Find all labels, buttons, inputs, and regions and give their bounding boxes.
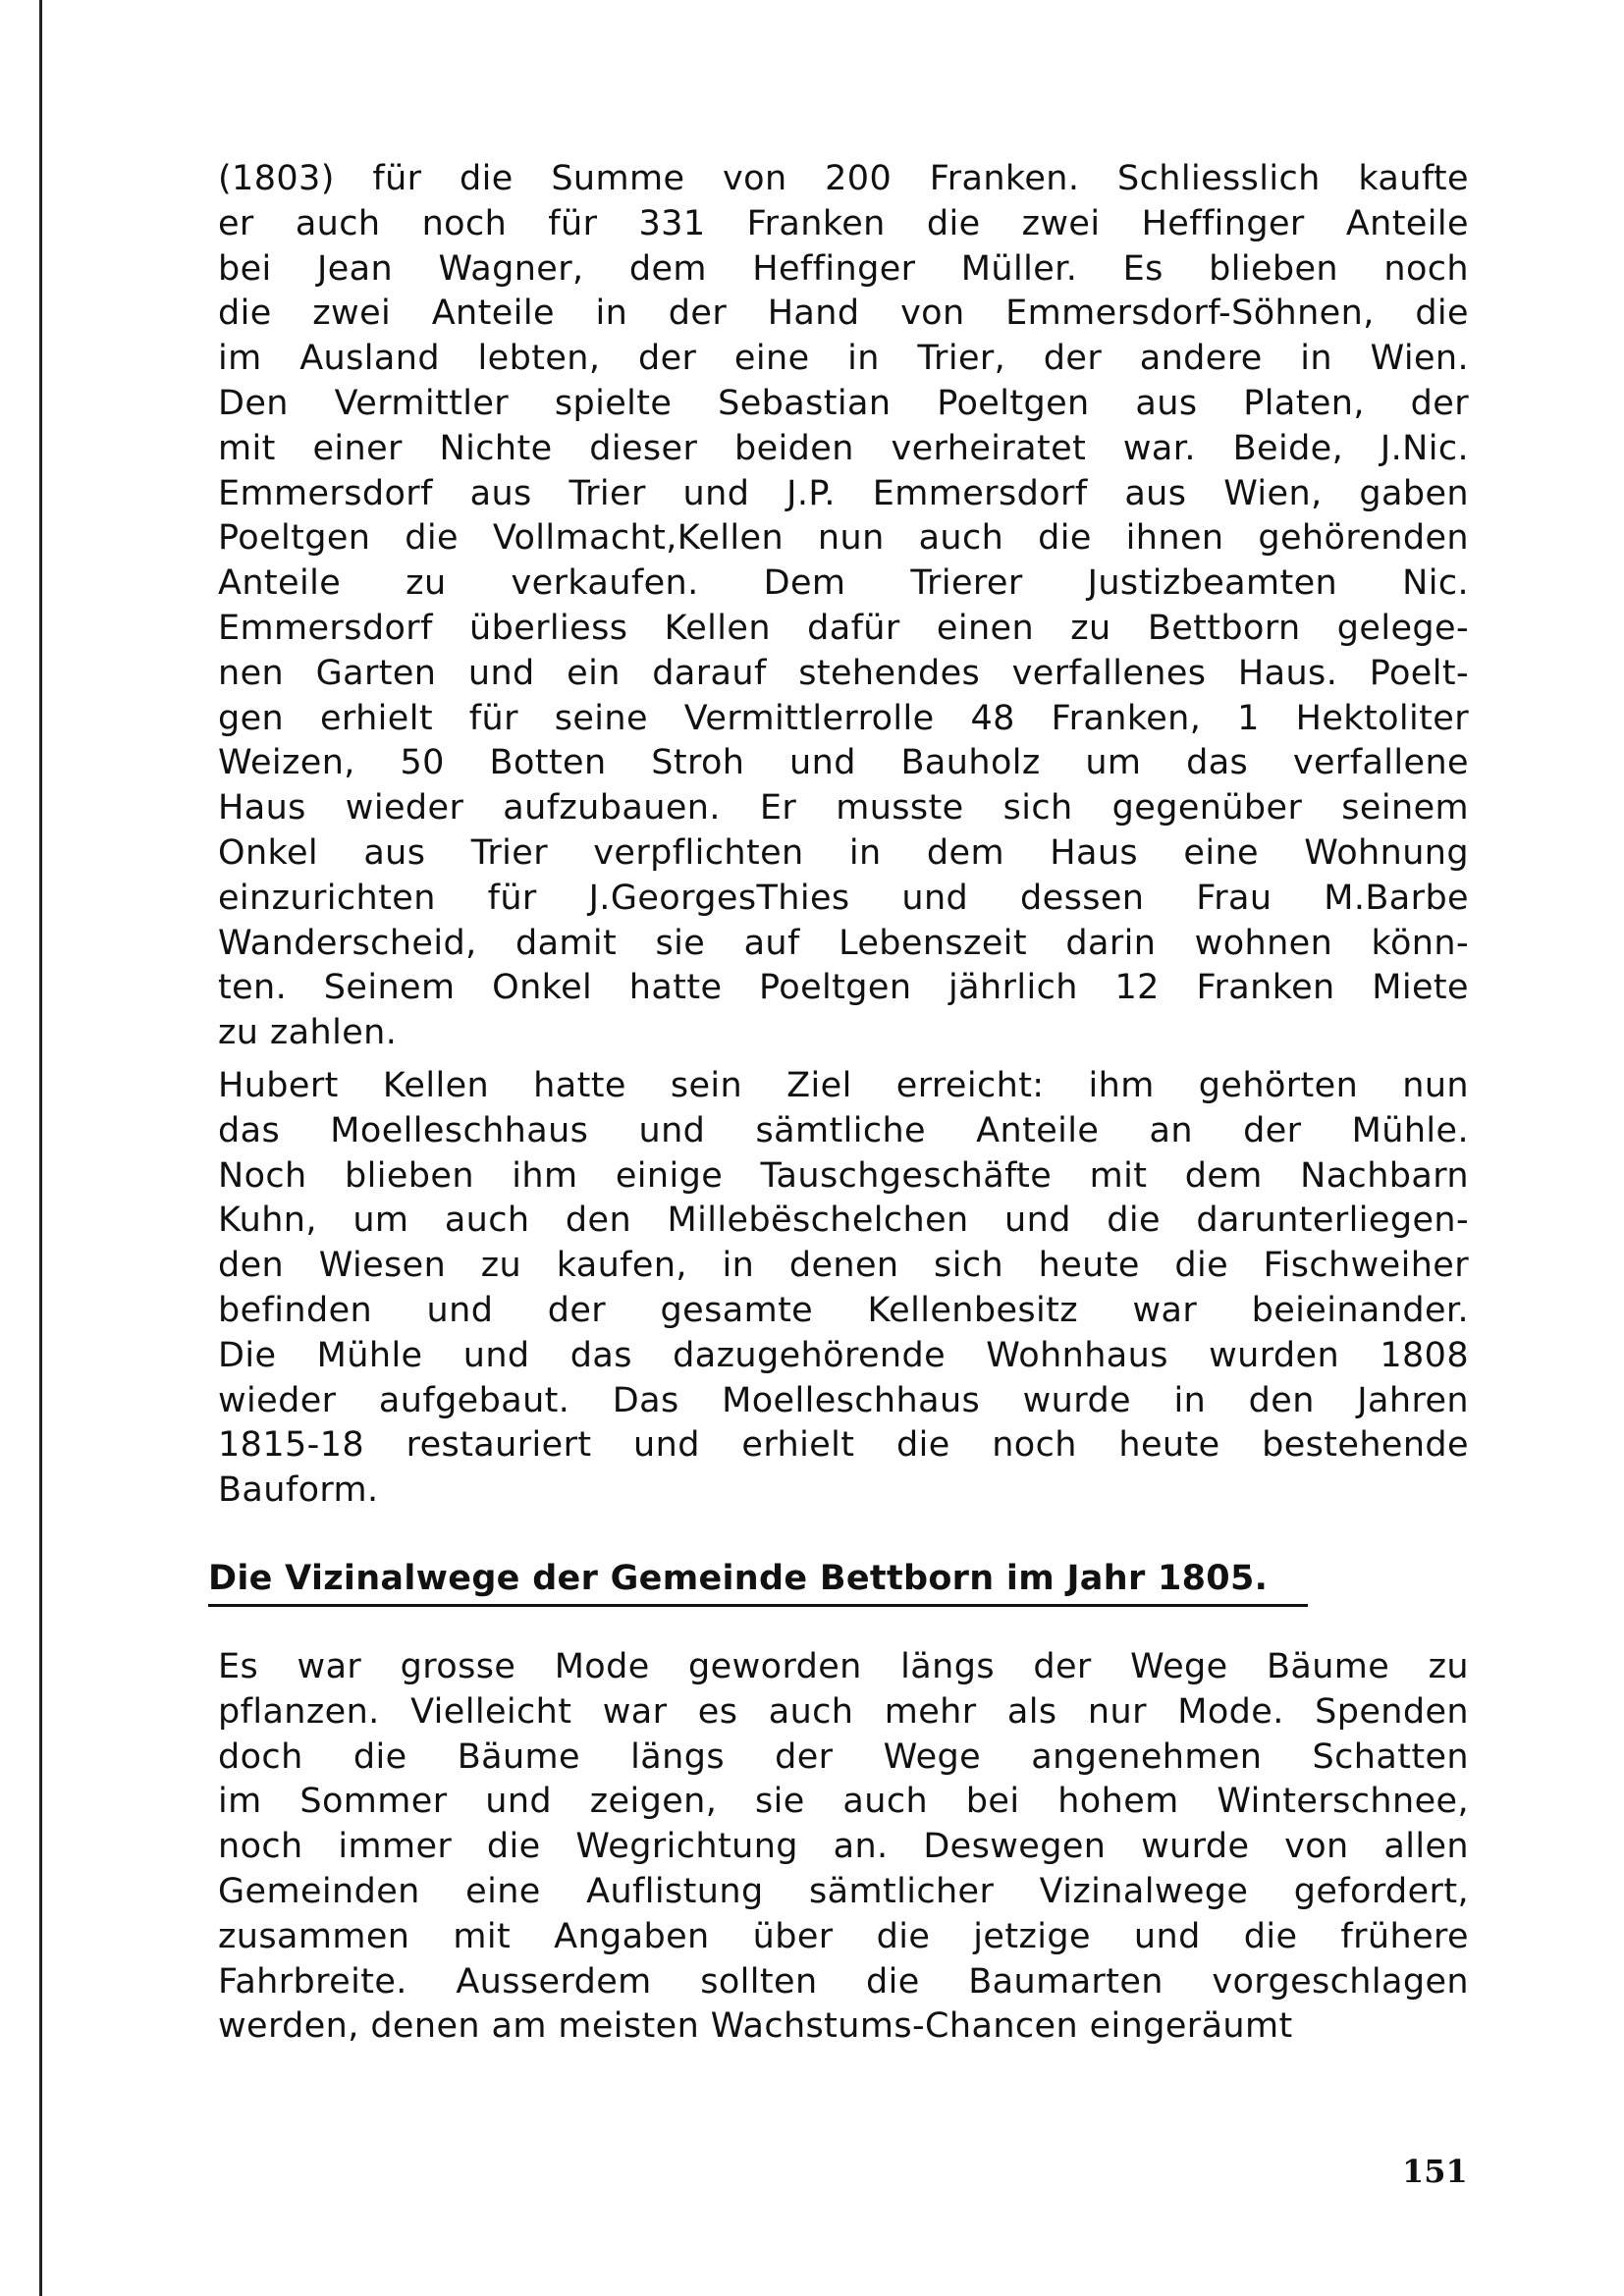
text-line: zu zahlen.	[218, 1013, 398, 1053]
text-line: Den Vermittler spielte Sebastian Poeltgen aus Platen, der	[218, 383, 1469, 423]
text-line: das Moelleschhaus und sämtliche Anteile an der Mühle.	[218, 1110, 1469, 1150]
text-line: nen Garten und ein darauf stehendes verfallenes Haus. Poelt-	[218, 653, 1469, 693]
text-line: Haus wieder aufzubauen. Er musste sich gegenüber seinem	[218, 788, 1469, 828]
text-line: Emmersdorf aus Trier und J.P. Emmersdorf aus Wien, gaben	[218, 473, 1469, 513]
text-line: Hubert Kellen hatte sein Ziel erreicht: ihm gehörten nun	[218, 1066, 1469, 1105]
text-line: wieder aufgebaut. Das Moelleschhaus wurde in den Jahren	[218, 1380, 1469, 1420]
page-number: 151	[1402, 2153, 1468, 2190]
text-line: Fahrbreite. Ausserdem sollten die Baumarten vorgeschlagen	[218, 1961, 1469, 2002]
text-line: (1803) für die Summe von 200 Franken. Schliesslich kaufte	[218, 159, 1469, 198]
text-line: doch die Bäume längs der Wege angenehmen Schatten	[218, 1736, 1469, 1777]
text-line: Es war grosse Mode geworden längs der Wege Bäume zu	[218, 1647, 1469, 1686]
text-line: den Wiesen zu kaufen, in denen sich heute die Fischweiher	[218, 1246, 1469, 1286]
text-line: befinden und der gesamte Kellenbesitz war beieinander.	[218, 1290, 1469, 1330]
text-line: gen erhielt für seine Vermittlerrolle 48 Franken, 1 Hektoliter	[218, 698, 1469, 738]
text-line: 1815-18 restauriert und erhielt die noch heute bestehende	[218, 1425, 1469, 1466]
paragraph-vizinal-roads	[218, 1645, 1469, 2050]
page-edge-line	[39, 0, 42, 2296]
text-line: zusammen mit Angaben über die jetzige und die frühere	[218, 1916, 1469, 1956]
text-line: Die Mühle und das dazugehörende Wohnhaus wurden 1808	[218, 1335, 1469, 1375]
text-line: werden, denen am meisten Wachstums-Chancen eingeräumt	[218, 2006, 1293, 2047]
section-heading: Die Vizinalwege der Gemeinde Bettborn im Jahr 1805.	[208, 1559, 1269, 1598]
section-heading-underline	[208, 1604, 1308, 1607]
text-line: er auch noch für 331 Franken die zwei Heffinger Anteile	[218, 203, 1469, 243]
text-line: einzurichten für J.GeorgesThies und dessen Frau M.Barbe	[218, 878, 1469, 918]
text-line: Anteile zu verkaufen. Dem Trierer Justizbeamten Nic.	[218, 563, 1469, 604]
text-line: die zwei Anteile in der Hand von Emmersdorf-Söhnen, die	[218, 294, 1469, 334]
text-line: Kuhn, um auch den Millebëschelchen und die darunterliegen-	[218, 1201, 1469, 1241]
paragraph-kellen-goal-reached	[218, 1064, 1469, 1514]
text-line: Emmersdorf überliess Kellen dafür einen zu Bettborn gelege-	[218, 608, 1469, 648]
text-line: noch immer die Wegrichtung an. Deswegen wurde von allen	[218, 1827, 1469, 1867]
text-line: Weizen, 50 Botten Stroh und Bauholz um das verfallene	[218, 743, 1469, 783]
text-line: Onkel aus Trier verpflichten in dem Haus eine Wohnung	[218, 832, 1469, 873]
text-line: ten. Seinem Onkel hatte Poeltgen jährlich 12 Franken Miete	[218, 968, 1469, 1008]
text-line: Noch blieben ihm einige Tauschgeschäfte mit dem Nachbarn	[218, 1155, 1469, 1196]
text-line: im Sommer und zeigen, sie auch bei hohem Winterschnee,	[218, 1782, 1469, 1822]
text-line: mit einer Nichte dieser beiden verheiratet war. Beide, J.Nic.	[218, 428, 1469, 468]
paragraph-purchase-of-shares	[218, 157, 1469, 1056]
text-line: Poeltgen die Vollmacht,Kellen nun auch die ihnen gehörenden	[218, 518, 1469, 559]
text-line: bei Jean Wagner, dem Heffinger Müller. Es blieben noch	[218, 248, 1469, 289]
text-line: im Ausland lebten, der eine in Trier, der andere in Wien.	[218, 339, 1469, 379]
text-line: pflanzen. Vielleicht war es auch mehr als nur Mode. Spenden	[218, 1691, 1469, 1732]
text-line: Bauform.	[218, 1470, 379, 1511]
text-line: Wanderscheid, damit sie auf Lebenszeit darin wohnen könn-	[218, 923, 1469, 963]
text-line: Gemeinden eine Auflistung sämtlicher Vizinalwege gefordert,	[218, 1871, 1469, 1911]
